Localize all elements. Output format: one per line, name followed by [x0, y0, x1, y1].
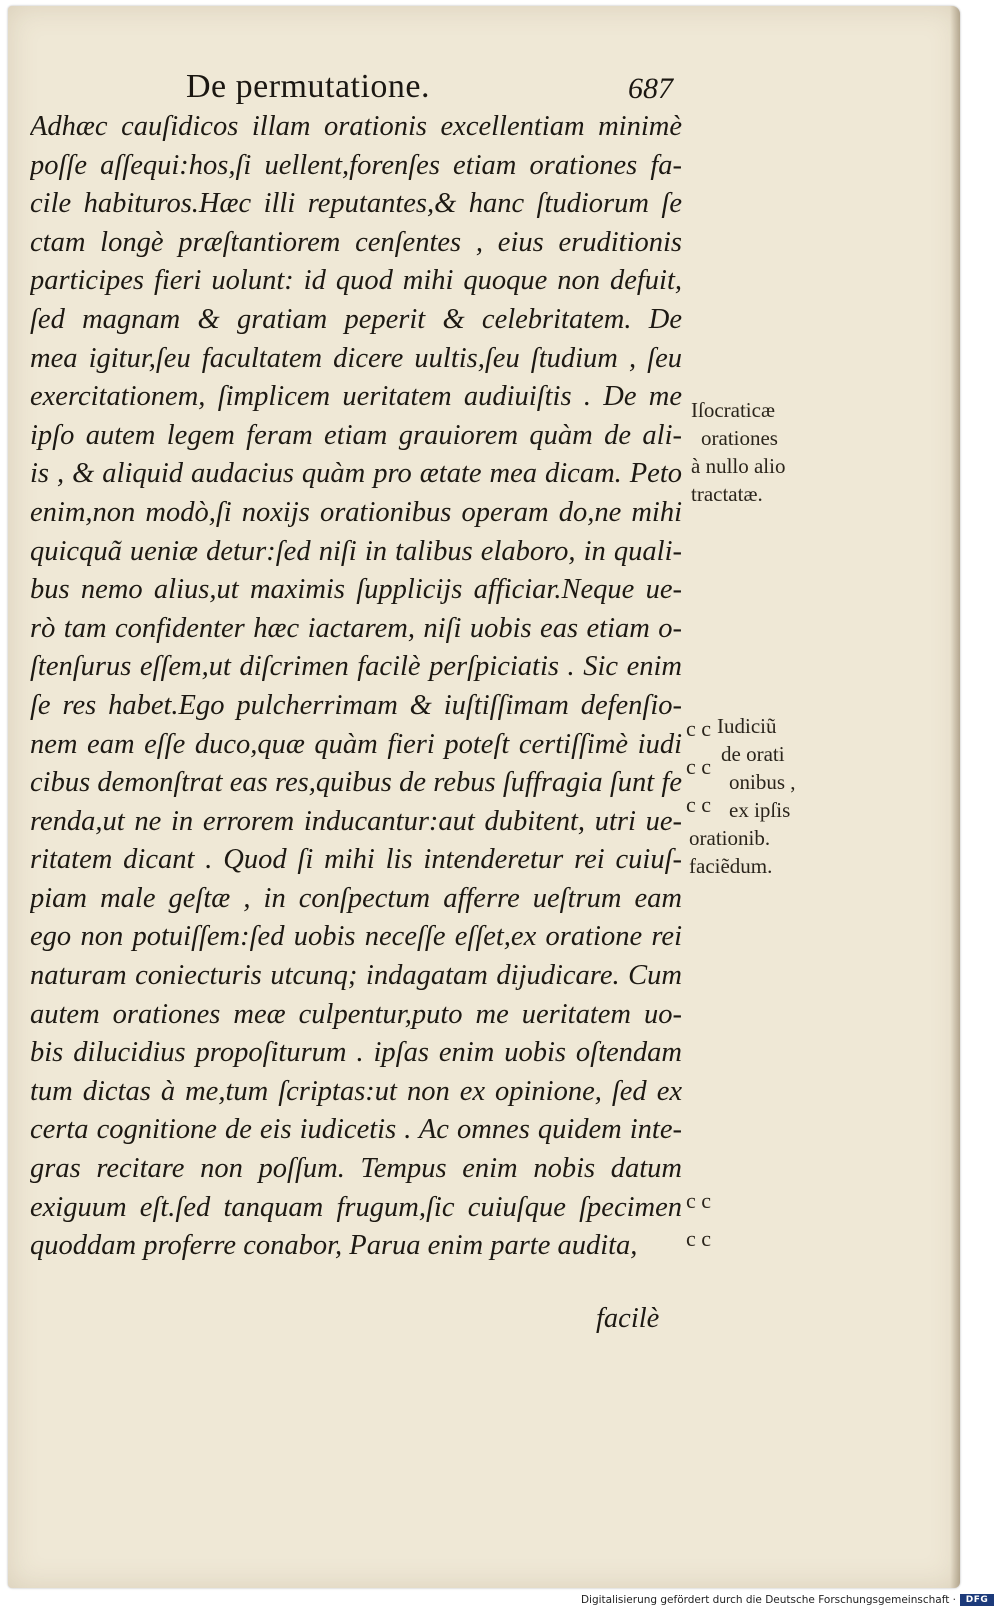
margin-note-line: Iſocraticæ — [691, 398, 775, 422]
text-line: mea igitur,ſeu facultatem dicere uultis,ſeu ſtudium , ſeu — [30, 342, 682, 374]
text-line: cile habituros.Hæc illi reputantes,& hanc ſtudiorum ſe — [30, 188, 682, 220]
margin-note-line: orationib. — [689, 826, 771, 850]
margin-note-line: Iudiciũ — [717, 714, 777, 738]
margin-note-isocraticae — [691, 396, 785, 508]
text-line: rò tam confidenter hæc iactarem, niſi uobis eas etiam o- — [30, 612, 682, 644]
footer-credit: Digitalisierung gefördert durch die Deutsche Forschungsgemeinschaft · — [580, 1594, 956, 1606]
text-line: autem orationes meæ culpentur,puto me ueritatem uo- — [30, 998, 682, 1030]
page-edge-shadow — [950, 6, 960, 1588]
text-line: quicquã ueniæ detur:ſed niſi in talibus elaboro, in quali- — [30, 535, 682, 567]
text-line: gras recitare non poſſum. Tempus enim nobis datum — [30, 1153, 682, 1185]
margin-note-line: faciẽdum. — [689, 854, 773, 878]
text-line: enim,non modò,ſi noxijs orationibus operam do,ne mihi — [30, 496, 682, 528]
text-line: participes fieri uolunt: id quod mihi quoque non defuit, — [30, 265, 682, 297]
text-line: ritatem dicant . Quod ſi mihi lis intenderetur rei cuiuſ- — [30, 844, 682, 876]
page-number: 687 — [628, 72, 673, 105]
margin-note-line: à nullo alio — [691, 454, 786, 478]
text-line: nem eam eſſe duco,quæ quàm fieri poteſt certiſſimè iudi — [30, 728, 682, 760]
main-text-block — [30, 108, 682, 1266]
margin-note-line: onibus , — [729, 770, 796, 794]
quote-mark: c c — [686, 716, 712, 741]
running-head-title: De permutatione. — [186, 68, 431, 105]
quote-mark: c c — [686, 1188, 712, 1213]
text-line: renda,ut ne in errorem inducantur:aut dubitent, utri ue- — [30, 805, 682, 837]
text-line: Adhæc cauſidicos illam orationis excellentiam minimè — [30, 111, 682, 142]
margin-note-line: orationes — [701, 426, 778, 450]
text-line: bis dilucidius propoſiturum . ipſas enim uobis oſtendam — [30, 1037, 682, 1069]
text-line: ipſo autem legem feram etiam grauiorem quàm de ali- — [30, 419, 682, 451]
text-line: certa cognitione de eis iudicetis . Ac omnes quidem inte- — [30, 1114, 682, 1146]
text-line: quoddam proferre conabor, Parua enim parte audita, — [30, 1230, 638, 1262]
quote-mark: c c — [686, 792, 712, 817]
text-line: naturam coniecturis utcunq; indagatam dijudicare. Cum — [30, 960, 682, 992]
text-line: tum dictas à me,tum ſcriptas:ut non ex opinione, ſed ex — [30, 1075, 682, 1107]
text-line: exiguum eſt.ſed tanquam frugum,ſic cuiuſque ſpecimen — [30, 1191, 682, 1223]
text-line: cibus demonſtrat eas res,quibus de rebus ſuffragia ſunt fe — [30, 767, 682, 799]
text-line: is , & aliquid audacius quàm pro ætate mea dicam. Peto — [30, 458, 682, 490]
margin-note-line: de orati — [721, 742, 785, 766]
dfg-logo: DFG — [960, 1594, 994, 1606]
quote-mark: c c — [686, 1226, 712, 1251]
text-line: poſſe aſſequi:hos,ſi uellent,forenſes etiam orationes fa- — [30, 149, 682, 181]
margin-note-line: tractatæ. — [691, 482, 763, 506]
margin-note-line: ex ipſis — [729, 798, 791, 822]
catchword: facilè — [596, 1303, 660, 1334]
text-line: ſe res habet.Ego pulcherrimam & iuſtiſſimam defenſio- — [30, 689, 682, 721]
text-line: ego non potuiſſem:ſed uobis neceſſe eſſet,ex oratione rei — [30, 921, 682, 953]
text-line: bus nemo alius,ut maximis ſupplicijs afficiar.Neque ue- — [30, 574, 682, 606]
text-line: piam male geſtæ , in conſpectum afferre ueſtrum eam — [30, 882, 682, 914]
text-line: exercitationem, ſimplicem ueritatem audiuiſtis . De me — [30, 381, 682, 413]
text-line: ſtenſurus eſſem,ut diſcrimen facilè perſpiciatis . Sic enim — [30, 651, 682, 683]
text-line: ctam longè præſtantiorem cenſentes , eius eruditionis — [30, 226, 682, 258]
text-line: ſed magnam & gratiam peperit & celebritatem. De — [30, 303, 682, 335]
quote-mark: c c — [686, 754, 712, 779]
